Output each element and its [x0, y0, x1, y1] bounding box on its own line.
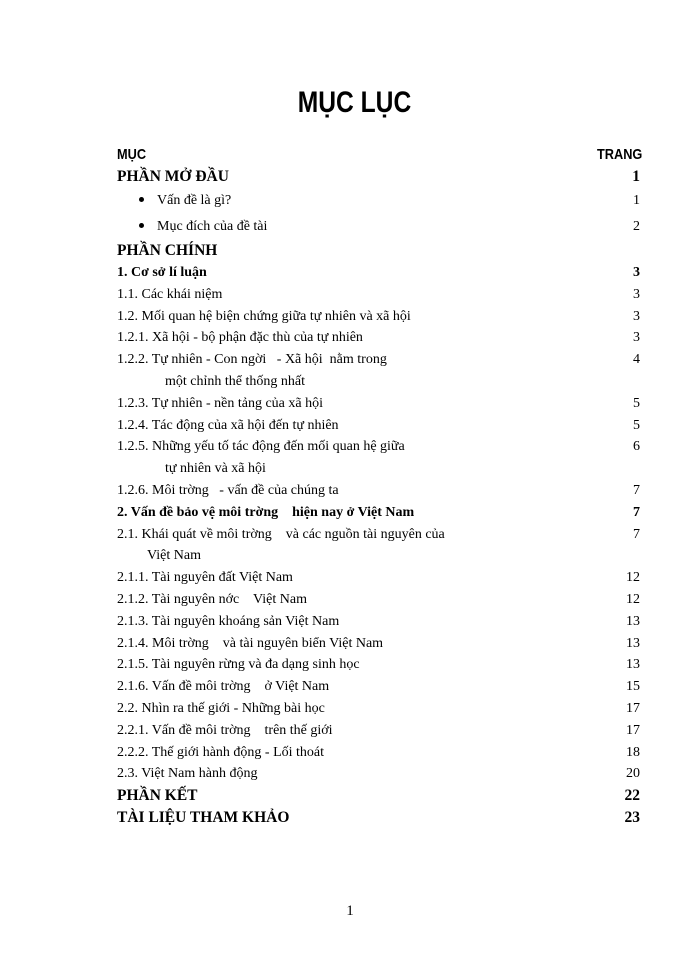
toc-entry: [117, 785, 640, 807]
table-of-contents: [117, 166, 640, 829]
toc-entry-title: 2.1. Khái quát về môi trờng và các nguồn tài nguyên của: [117, 526, 445, 542]
toc-entry-title-continuation: một chỉnh thể thống nhất: [165, 373, 305, 389]
toc-entry-page: 17: [626, 700, 640, 716]
toc-entry: [117, 214, 640, 240]
toc-entry-page: 17: [626, 722, 640, 738]
toc-entry: [117, 524, 640, 568]
toc-entry: [117, 306, 640, 328]
toc-entry-title: 1.2.5. Những yếu tố tác động đến mối quan hệ giữa: [117, 439, 405, 455]
toc-entry-title: 2.2.1. Vấn đề môi trờng trên thế giới: [117, 722, 333, 738]
toc-entry: [117, 327, 640, 349]
toc-entry-page: 3: [633, 286, 640, 302]
toc-entry: [117, 166, 640, 188]
toc-entry: [117, 262, 640, 284]
toc-entry-title: 2.1.1. Tài nguyên đất Việt Nam: [117, 570, 293, 586]
toc-entry-page: 5: [633, 395, 640, 411]
toc-entry-page: 13: [626, 657, 640, 673]
toc-entry-title: PHẦN CHÍNH: [117, 242, 218, 259]
toc-entry: [117, 807, 640, 829]
toc-entry-page: 4: [633, 352, 640, 368]
toc-entry-title: 2.1.3. Tài nguyên khoáng sản Việt Nam: [117, 613, 340, 629]
toc-entry-title: 2.3. Việt Nam hành động: [117, 766, 258, 782]
toc-entry: [117, 415, 640, 437]
toc-entry-title: 2.1.5. Tài nguyên rừng và đa dạng sinh học: [117, 657, 360, 673]
toc-entry: [117, 654, 640, 676]
toc-entry-title: 1. Cơ sở lí luận: [117, 265, 207, 280]
page-number: 1: [346, 903, 354, 919]
toc-entry: [117, 240, 640, 262]
toc-entry-page: 7: [633, 526, 640, 542]
page-title: MỤC LỤC: [297, 86, 412, 119]
toc-entry-page: 7: [633, 482, 640, 498]
toc-entry-page: 1: [632, 168, 640, 185]
toc-entry: [117, 589, 640, 611]
toc-entry-title: PHẦN MỞ ĐẦU: [117, 168, 229, 185]
toc-entry: [117, 611, 640, 633]
column-header-page: TRANG: [596, 146, 642, 163]
bullet-icon: [139, 197, 144, 202]
toc-entry-title: 1.2.4. Tác động của xã hội đến tự nhiên: [117, 417, 339, 433]
toc-entry-page: 18: [626, 744, 640, 760]
toc-entry: [117, 284, 640, 306]
toc-entry-title: TÀI LIỆU THAM KHẢO: [117, 809, 290, 827]
toc-entry-title-continuation: Việt Nam: [147, 548, 201, 564]
bullet-icon: [139, 223, 144, 228]
toc-entry-page: 20: [626, 766, 640, 782]
toc-entry: [117, 480, 640, 502]
toc-entry-title: 2.2.2. Thế giới hành động - Lối thoát: [117, 744, 325, 760]
toc-entry: [117, 698, 640, 720]
toc-entry-title: 2. Vấn đề bảo vệ môi trờng hiện nay ở Việt Nam: [117, 504, 415, 520]
toc-entry-page: 1: [633, 193, 640, 208]
column-header-section: MỤC: [117, 146, 147, 163]
toc-entry-page: 12: [626, 570, 640, 586]
toc-entry: [117, 436, 640, 480]
toc-entry-title: 2.1.6. Vấn đề môi trờng ở Việt Nam: [117, 679, 330, 695]
toc-entry-page: 13: [626, 635, 640, 651]
toc-entry-title: 2.1.2. Tài nguyên nớc Việt Nam: [117, 591, 307, 607]
toc-entry-page: 13: [626, 613, 640, 629]
toc-entry-title: Mục đích của đề tài: [157, 219, 268, 234]
toc-entry-title: 1.2. Mối quan hệ biện chứng giữa tự nhiên và xã hội: [117, 308, 411, 324]
toc-entry-title: 1.2.6. Môi trờng - vấn đề của chúng ta: [117, 482, 339, 498]
toc-entry: [117, 502, 640, 524]
toc-entry-title: 1.1. Các khái niệm: [117, 286, 223, 302]
toc-entry-title: 2.2. Nhìn ra thế giới - Những bài học: [117, 700, 325, 716]
toc-entry-page: 2: [633, 219, 640, 234]
toc-entry-title: 2.1.4. Môi trờng và tài nguyên biển Việt Nam: [117, 635, 384, 651]
toc-entry-title: 1.2.2. Tự nhiên - Con ngời - Xã hội nằm trong: [117, 352, 387, 368]
toc-entry: [117, 188, 640, 214]
toc-entry: [117, 349, 640, 393]
toc-entry: [117, 633, 640, 655]
toc-entry-page: 5: [633, 417, 640, 433]
toc-entry-title: 1.2.1. Xã hội - bộ phận đặc thù của tự nhiên: [117, 330, 363, 346]
toc-entry-page: 3: [633, 330, 640, 346]
toc-entry-title: 1.2.3. Tự nhiên - nền tảng của xã hội: [117, 395, 324, 411]
toc-entry-page: 22: [624, 787, 640, 805]
toc-entry: [117, 567, 640, 589]
toc-entry-page: 3: [633, 265, 640, 280]
toc-entry: [117, 742, 640, 764]
toc-entry-page: 7: [633, 504, 640, 520]
toc-entry-title-continuation: tự nhiên và xã hội: [165, 461, 266, 477]
toc-entry-page: 3: [633, 308, 640, 324]
toc-entry: [117, 393, 640, 415]
toc-entry-page: 6: [633, 439, 640, 455]
toc-entry-title: Vấn đề là gì?: [157, 193, 232, 208]
toc-entry-page: 15: [626, 679, 640, 695]
toc-entry-page: 23: [624, 809, 640, 827]
toc-entry: [117, 720, 640, 742]
toc-entry-title: PHẦN KẾT: [117, 787, 198, 805]
toc-entry-page: 12: [626, 591, 640, 607]
toc-entry: [117, 676, 640, 698]
toc-entry: [117, 763, 640, 785]
